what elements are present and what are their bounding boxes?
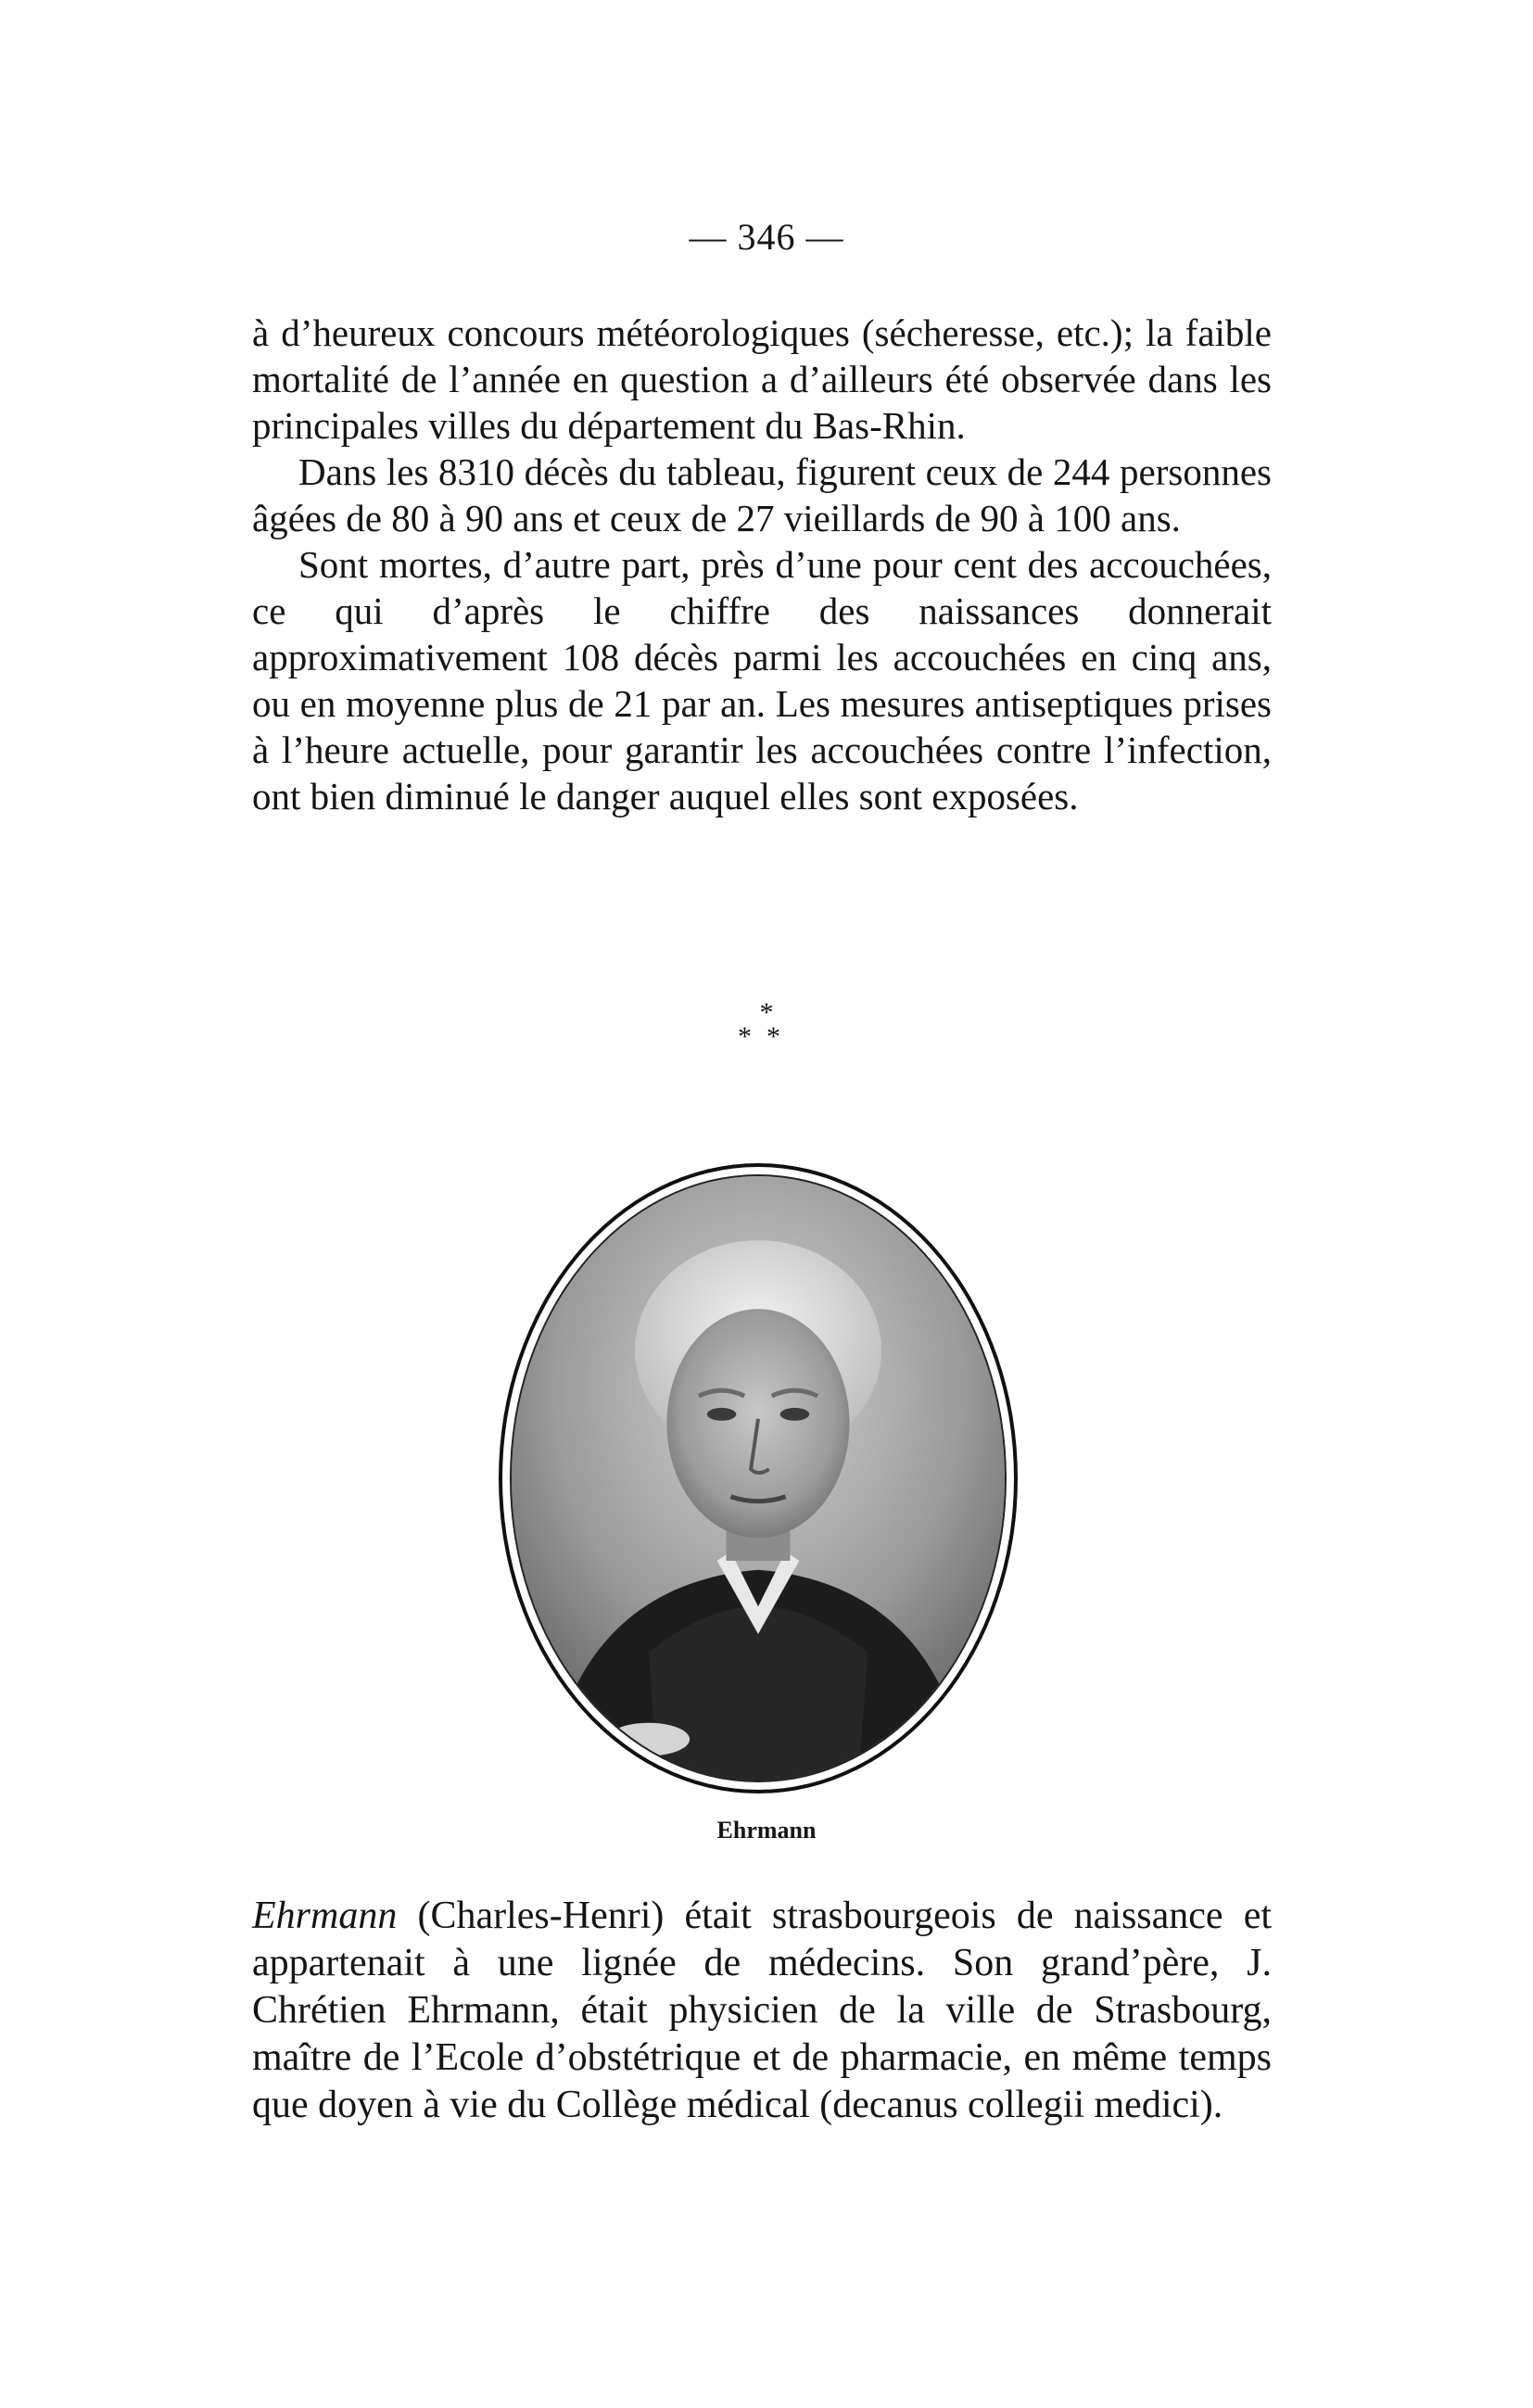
- asterism-separator: [0, 997, 1533, 1052]
- biography-paragraph: [252, 1893, 1272, 2129]
- portrait-oval-frame: [499, 1163, 1018, 1793]
- paragraph: Sont mortes, d’autre part, près d’une pour cent des accouchées, ce qui d’après le chiffre des naissances donnerait approximativement 108 décès parmi les accouchées en cinq ans, ou en moyenne plus de 21 par an. Les mesures antiseptiques prises à l’heure actuelle, pour garantir les accouchées contre l’infection, ont bien diminué le danger auquel elles sont exposées.: [252, 543, 1272, 817]
- body-text-top: [252, 310, 1272, 819]
- paragraph: à d’heureux concours météorologiques (sécheresse, etc.); la faible mortalité de l’année en question a d’ailleurs été observée dans les principales villes du département du Bas-Rhin.: [252, 311, 1272, 447]
- page-number: — 346 —: [689, 216, 844, 258]
- paragraph: Dans les 8310 décès du tableau, figurent ceux de 244 personnes âgées de 80 à 90 ans et ceux de 27 vieillards de 90 à 100 ans.: [252, 450, 1272, 539]
- portrait-illustration: [512, 1176, 1005, 1781]
- asterism-bottom: **: [738, 1021, 795, 1052]
- portrait-caption: Ehrmann: [716, 1817, 817, 1844]
- asterism-top: *: [759, 997, 774, 1028]
- biography-name-italic: Ehrmann: [252, 1895, 398, 1937]
- biography-text: (Charles-Henri) était strasbourgeois de naissance et appartenait à une lignée de médecins. Son grand’père, J. Chrétien Ehrmann, était physicien de la ville de Strasbourg, maître de l’Ecole d’obstétrique et de pharmacie, en même temps que doyen à vie du Collège médical (decanus collegii medici).: [252, 1895, 1272, 2126]
- body-text-bottom: [252, 1893, 1272, 2129]
- portrait-photo: [510, 1174, 1007, 1782]
